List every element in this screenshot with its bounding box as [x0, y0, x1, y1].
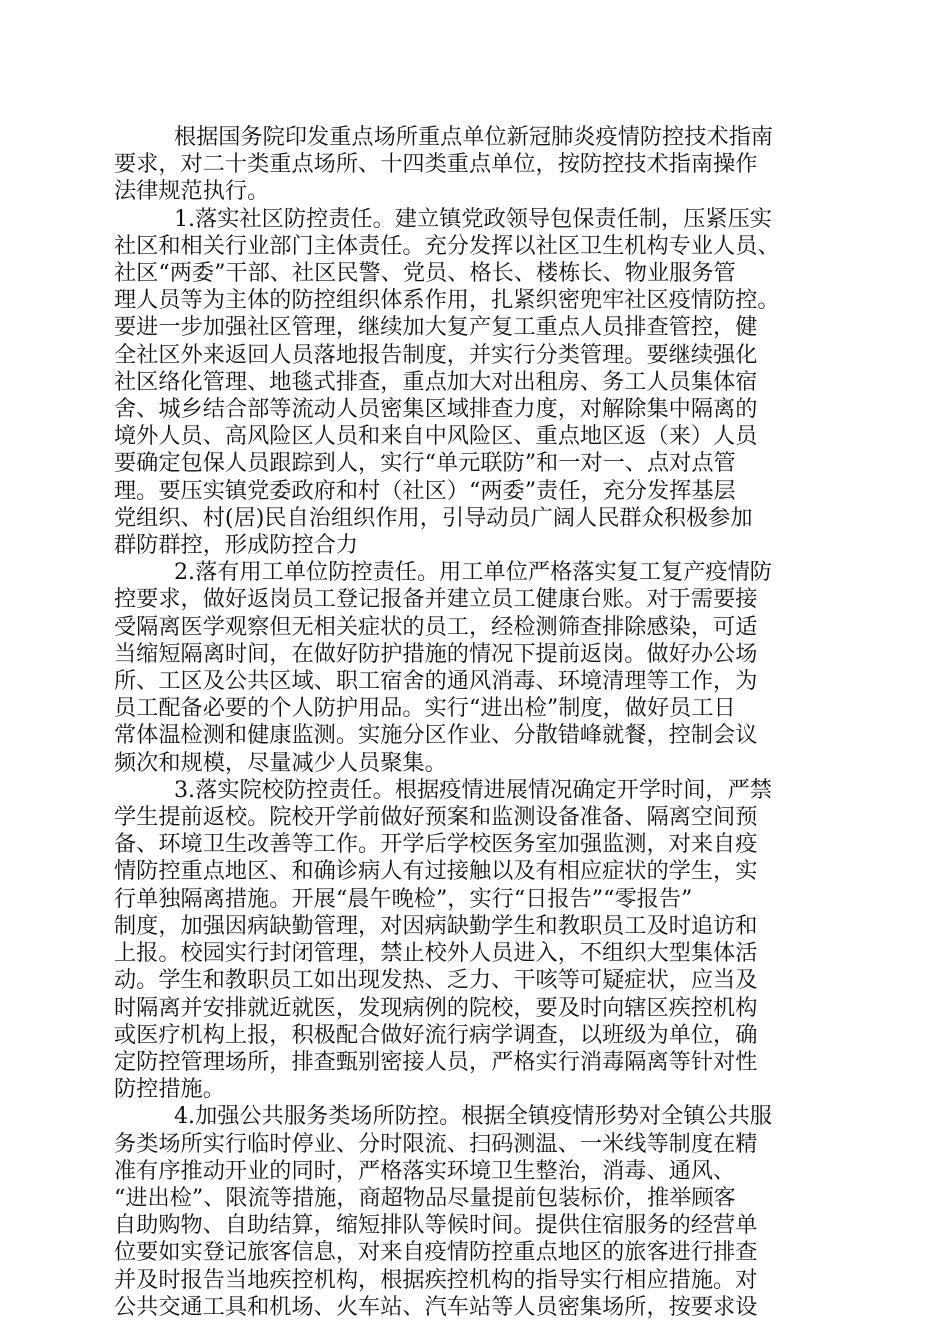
text-line: “进出检”、限流等措施，商超物品尽量提前包装标价，推举顾客 [114, 1184, 736, 1211]
text-line: 位要如实登记旅客信息，对来自疫情防控重点地区的旅客进行排查 [114, 1239, 758, 1266]
text-line: 舍、城乡结合部等流动人员密集区域排查力度，对解除集中隔离的 [114, 396, 758, 423]
text-line: 或医疗机构上报，积极配合做好流行病学调查，以班级为单位，确 [114, 1021, 758, 1048]
text-line: 动。学生和教职员工如出现发热、乏力、干咳等可疑症状，应当及 [114, 967, 758, 994]
text-line: 境外人员、高风险区人员和来自中风险区、重点地区返（来）人员 [114, 423, 758, 450]
document-body [114, 124, 830, 1321]
text-line: 常体温检测和健康监测。实施分区作业、分散错峰就餐，控制会议 [114, 722, 758, 749]
text-line: 行单独隔离措施。开展“晨午晚检”，实行“日报告”“零报告” [114, 885, 693, 912]
text-line: 社区“两委”干部、社区民警、党员、格长、楼栋长、物业服务管 [114, 260, 736, 287]
text-line: 理。要压实镇党委政府和村（社区）“两委”责任，充分发挥基层 [114, 477, 736, 504]
text-line: 理人员等为主体的防控组织体系作用，扎紧织密兜牢社区疫情防控。 [114, 287, 780, 314]
text-line: 受隔离医学观察但无相关症状的员工，经检测筛查排除感染，可适 [114, 613, 758, 640]
text-line: 社区络化管理、地毯式排查，重点加大对出租房、务工人员集体宿 [114, 368, 758, 395]
text-line: 时隔离并安排就近就医，发现病例的院校，要及时向辖区疾控机构 [114, 994, 758, 1021]
text-line: 3.落实院校防控责任。根据疫情进展情况确定开学时间，严禁 [173, 776, 772, 803]
paragraph-intro [114, 124, 830, 206]
text-line: 并及时报告当地疾控机构，根据疾控机构的指导实行相应措施。对 [114, 1266, 758, 1293]
text-line: 当缩短隔离时间，在做好防护措施的情况下提前返岗。做好办公场 [114, 640, 758, 667]
text-line: 学生提前返校。院校开学前做好预案和监测设备准备、隔离空间预 [114, 804, 758, 831]
text-line: 频次和规模，尽量减少人员聚集。 [114, 749, 447, 776]
text-line: 备、环境卫生改善等工作。开学后学校医务室加强监测，对来自疫 [114, 831, 758, 858]
paragraph-employer-control [114, 559, 830, 777]
text-line: 群防群控，形成防控合力 [114, 532, 359, 559]
text-line: 自助购物、自助结算，缩短排队等候时间。提供住宿服务的经营单 [114, 1212, 758, 1239]
text-line: 要确定包保人员跟踪到人，实行“单元联防”和一对一、点对点管 [114, 450, 736, 477]
text-line: 务类场所实行临时停业、分时限流、扫码测温、一米线等制度在精 [114, 1130, 758, 1157]
text-line: 公共交通工具和机场、火车站、汽车站等人员密集场所，按要求设 [114, 1293, 758, 1320]
text-line: 上报。校园实行封闭管理，禁止校外人员进入，不组织大型集体活 [114, 940, 758, 967]
paragraph-public-service-control [114, 1103, 830, 1321]
text-line: 控要求，做好返岗员工登记报备并建立员工健康台账。对于需要接 [114, 586, 758, 613]
text-line: 全社区外来返回人员落地报告制度，并实行分类管理。要继续强化 [114, 341, 758, 368]
text-line: 要求，对二十类重点场所、十四类重点单位，按防控技术指南操作 [114, 151, 758, 178]
text-line: 定防控管理场所，排查甄别密接人员，严格实行消毒隔离等针对性 [114, 1048, 758, 1075]
text-line: 4.加强公共服务类场所防控。根据全镇疫情形势对全镇公共服 [173, 1103, 772, 1130]
paragraph-school-control [114, 777, 830, 1103]
text-line: 防控措施。 [114, 1076, 225, 1103]
text-line: 情防控重点地区、和确诊病人有过接触以及有相应症状的学生，实 [114, 858, 758, 885]
text-line: 党组织、村(居)民自治组织作用，引导动员广阔人民群众积极参加 [114, 504, 753, 531]
text-line: 准有序推动开业的同时，严格落实环境卫生整治，消毒、通风、 [114, 1157, 736, 1184]
text-line: 社区和相关行业部门主体责任。充分发挥以社区卫生机构专业人员、 [114, 232, 780, 259]
paragraph-community-control [114, 206, 830, 560]
text-line: 员工配备必要的个人防护用品。实行“进出检”制度，做好员工日 [114, 695, 736, 722]
text-line: 所、工区及公共区域、职工宿舍的通风消毒、环境清理等工作，为 [114, 668, 758, 695]
text-line: 2.落有用工单位防控责任。用工单位严格落实复工复产疫情防 [173, 559, 772, 586]
text-line: 制度，加强因病缺勤管理，对因病缺勤学生和教职员工及时追访和 [114, 912, 758, 939]
text-line: 根据国务院印发重点场所重点单位新冠肺炎疫情防控技术指南 [173, 124, 773, 150]
text-line: 法律规范执行。 [114, 178, 270, 205]
text-line: 1.落实社区防控责任。建立镇党政领导包保责任制，压紧压实 [173, 205, 772, 232]
text-line: 要进一步加强社区管理，继续加大复产复工重点人员排查管控，健 [114, 314, 758, 341]
